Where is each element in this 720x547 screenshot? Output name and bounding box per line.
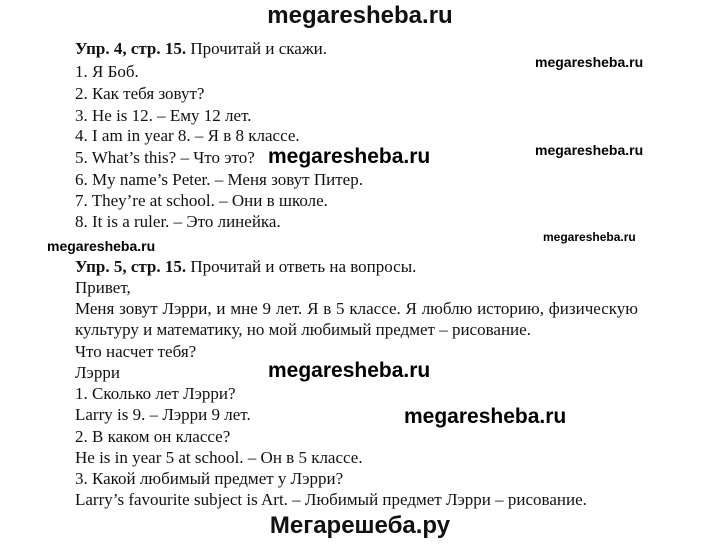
exercise-5-line: 1. Сколько лет Лэрри? [75,384,236,403]
letter-greeting: Привет, [75,278,131,297]
exercise-5-line: Что насчет тебя? [75,342,197,361]
watermark: megaresheba.ru [535,142,644,158]
site-title-top: megaresheba.ru [267,2,453,29]
watermark: megaresheba.ru [404,405,567,428]
exercise-5-line: Larry’s favourite subject is Art. – Любимый предмет Лэрри – рисование. [75,490,587,509]
exercise-5-line: He is in year 5 at school. – Он в 5 классе. [75,448,363,467]
exercise-4-line: 2. Как тебя зовут? [75,84,205,103]
exercise-5-instruction: Прочитай и ответь на вопросы. [190,257,417,276]
exercise-5-line: Лэрри [75,363,120,382]
watermark: megaresheba.ru [268,359,431,382]
site-title-bottom: Мегарешеба.ру [269,512,451,539]
exercise-5-line: Larry is 9. – Лэрри 9 лет. [75,405,251,424]
exercise-4-header [75,39,327,59]
exercise-4-instruction: Прочитай и скажи. [190,39,327,58]
letter-paragraph: Меня зовут Лэрри, и мне 9 лет. Я в 5 классе. Я люблю историю, физическую культуру и математику, но мой любимый предмет – рисование. [75,299,638,339]
exercise-4-line: 6. My name’s Peter. – Меня зовут Питер. [75,170,363,189]
exercise-5-line: 3. Какой любимый предмет у Лэрри? [75,469,344,488]
exercise-4-line: 7. They’re at school. – Они в школе. [75,191,328,210]
exercise-5-header [75,257,416,277]
exercise-5-line: 2. В каком он классе? [75,427,231,446]
exercise-4-heading: Упр. 4, стр. 15. [75,39,187,58]
exercise-4-line: 4. I am in year 8. – Я в 8 классе. [75,126,300,145]
exercise-4-line: 3. He is 12. – Ему 12 лет. [75,106,252,125]
exercise-5-heading: Упр. 5, стр. 15. [75,257,187,276]
watermark: megaresheba.ru [535,54,644,70]
watermark: megaresheba.ru [47,238,156,254]
watermark: megaresheba.ru [268,145,431,168]
exercise-4-line: 1. Я Боб. [75,62,139,81]
watermark: megaresheba.ru [543,230,636,244]
exercise-4-line: 8. It is a ruler. – Это линейка. [75,212,281,231]
exercise-4-line: 5. What’s this? – Что это? [75,148,255,167]
